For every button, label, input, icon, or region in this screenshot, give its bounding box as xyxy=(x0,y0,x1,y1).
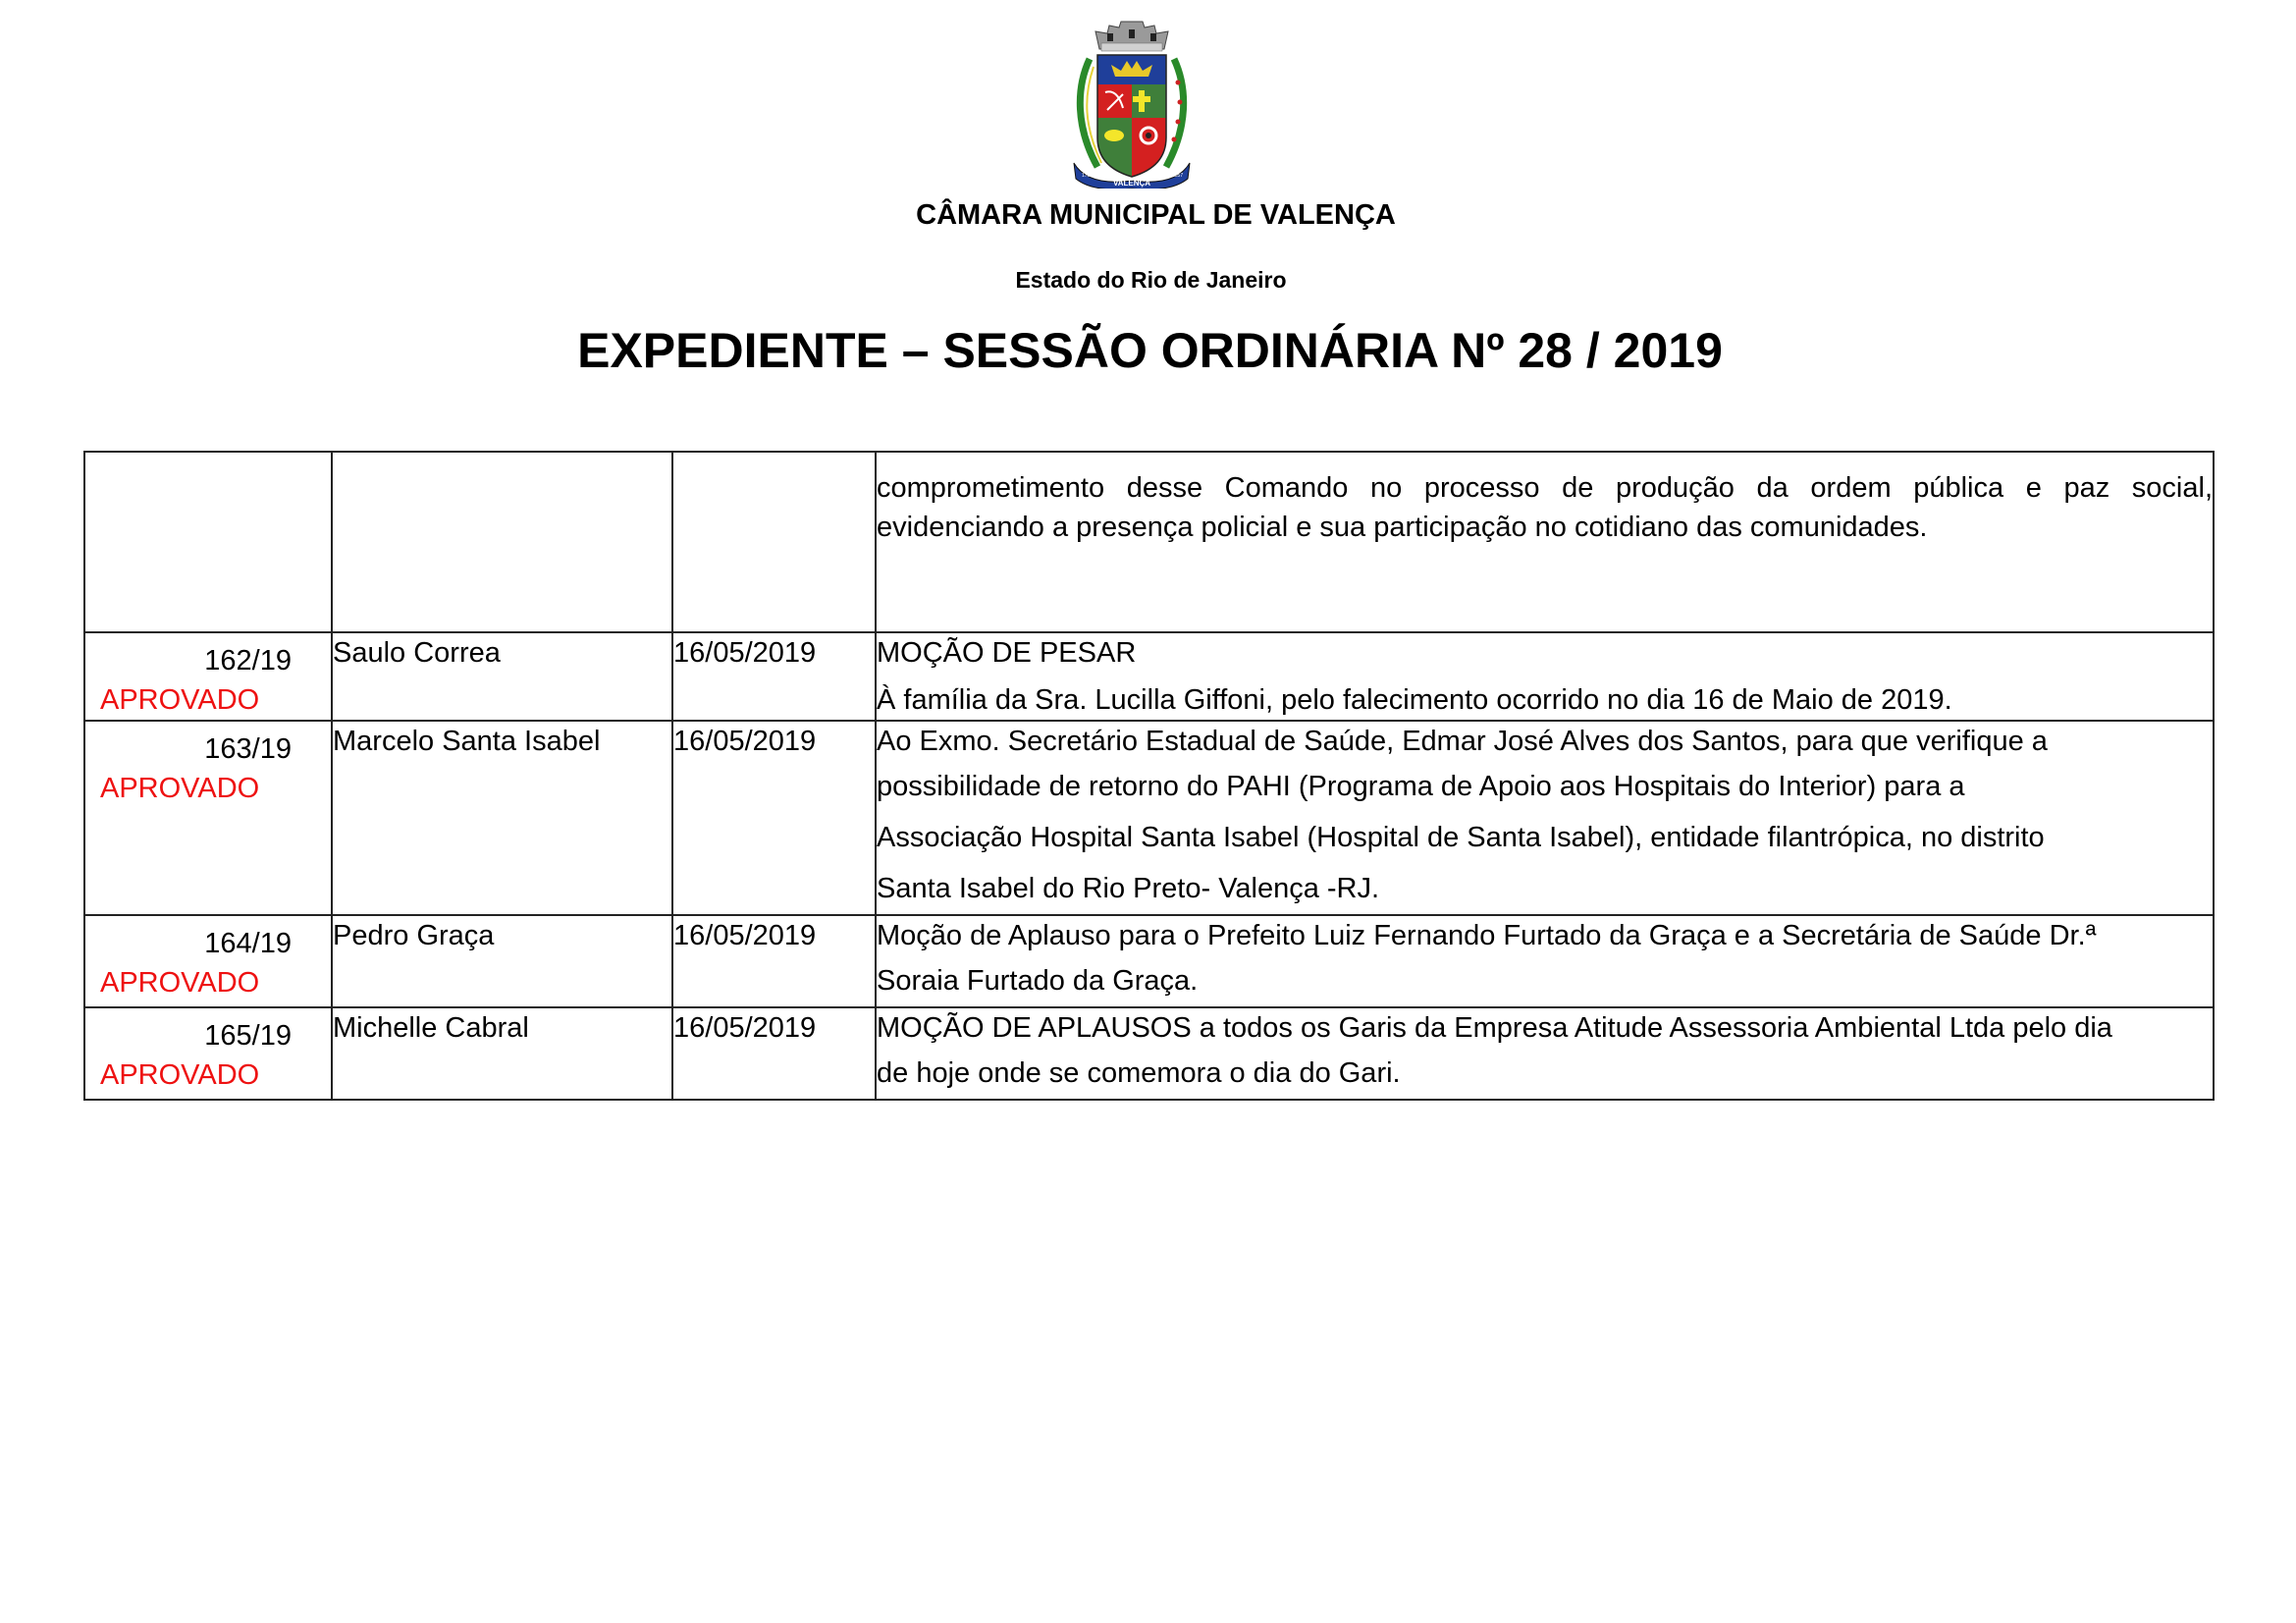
shield-icon xyxy=(1097,55,1166,177)
table-row xyxy=(84,721,2214,915)
status-badge: APROVADO xyxy=(100,1059,260,1091)
status-badge: APROVADO xyxy=(100,967,260,999)
cell-date xyxy=(672,452,876,632)
proposition-number: 165/19 xyxy=(204,1020,292,1052)
cell-date: 16/05/2019 xyxy=(672,915,876,1007)
table-row xyxy=(84,915,2214,1007)
laurel-right-icon xyxy=(1166,59,1184,167)
document-title: EXPEDIENTE – SESSÃO ORDINÁRIA Nº 28 / 2019 xyxy=(577,323,1723,378)
cell-date: 16/05/2019 xyxy=(672,721,876,915)
cell-author: Marcelo Santa Isabel xyxy=(332,721,672,915)
cell-number xyxy=(84,1007,332,1100)
proposition-number: 164/19 xyxy=(204,928,292,959)
cell-description: Ao Exmo. Secretário Estadual de Saúde, Edmar José Alves dos Santos, para que verifique a possibilidade de retorno do PAHI (Programa de Apoio aos Hospitais do Interior) para a Associação Hospital Santa Isabel (Hospital de Santa Isabel), entidade filantrópica, no distrito Santa Isabel do Rio Preto- Valença -RJ. xyxy=(876,721,2214,915)
proposition-number: 163/19 xyxy=(204,733,292,765)
cell-description: MOÇÃO DE APLAUSOS a todos os Garis da Empresa Atitude Assessoria Ambiental Ltda pelo dia de hoje onde se comemora o dia do Gari. xyxy=(876,1007,2214,1100)
proposition-number: 162/19 xyxy=(204,645,292,676)
laurel-left-icon xyxy=(1080,59,1097,167)
organization-name: CÂMARA MUNICIPAL DE VALENÇA xyxy=(916,199,1396,231)
cell-author: Pedro Graça xyxy=(332,915,672,1007)
cell-author: Saulo Correa xyxy=(332,632,672,721)
mural-crown-icon xyxy=(1095,22,1168,51)
cell-author xyxy=(332,452,672,632)
cell-description: comprometimento desse Comando no processo de produção da ordem pública e paz social, evidenciando a presença policial e sua participação no cotidiano das comunidades. xyxy=(876,452,2214,632)
state-name: Estado do Rio de Janeiro xyxy=(1015,267,1287,293)
status-badge: APROVADO xyxy=(100,684,260,716)
table-row xyxy=(84,1007,2214,1100)
svg-text:VALENÇA: VALENÇA xyxy=(1112,179,1151,188)
cell-date: 16/05/2019 xyxy=(672,1007,876,1100)
cell-description: Moção de Aplauso para o Prefeito Luiz Fernando Furtado da Graça e a Secretária de Saúde Dr.ª Soraia Furtado da Graça. xyxy=(876,915,2214,1007)
cell-number xyxy=(84,721,332,915)
cell-description: MOÇÃO DE PESAR À família da Sra. Lucilla Giffoni, pelo falecimento ocorrido no dia 16 de Maio de 2019. xyxy=(876,632,2214,721)
cell-author: Michelle Cabral xyxy=(332,1007,672,1100)
cell-number xyxy=(84,915,332,1007)
table-row xyxy=(84,632,2214,721)
status-badge: APROVADO xyxy=(100,773,260,804)
cell-number xyxy=(84,452,332,632)
svg-text:1789: 1789 xyxy=(1082,173,1094,179)
svg-text:1857: 1857 xyxy=(1172,173,1184,179)
cell-number xyxy=(84,632,332,721)
table-row-continuation xyxy=(84,452,2214,632)
cell-date: 16/05/2019 xyxy=(672,632,876,721)
coat-of-arms-logo xyxy=(1068,20,1196,189)
expediente-table xyxy=(83,451,2215,1101)
